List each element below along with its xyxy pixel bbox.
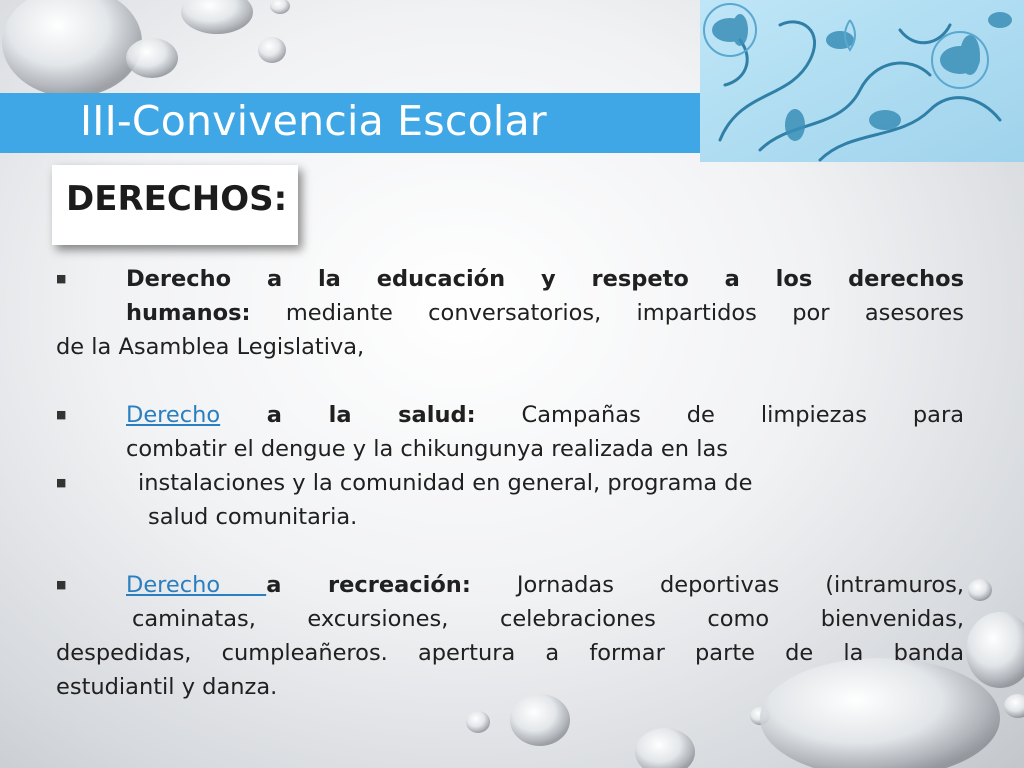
item-2-bold-label: a la salud:: [220, 402, 476, 428]
page-title: III-Convivencia Escolar: [80, 97, 547, 145]
list-item: [56, 398, 964, 466]
square-bullet-icon: ■: [56, 578, 67, 591]
item-1-text: mediante conversatorios, impartidos por asesores: [250, 300, 964, 326]
water-drop: [126, 38, 178, 78]
rights-list: [56, 262, 964, 704]
item-1-bold-label: humanos:: [126, 300, 251, 326]
list-item: [56, 568, 964, 704]
square-bullet-icon: ■: [56, 476, 67, 489]
floral-ornament-image: [700, 0, 1024, 162]
water-drop: [181, 0, 253, 34]
item-4-line-1: [126, 568, 964, 602]
item-2-text: Campañas de limpiezas para: [475, 402, 964, 428]
item-2-line-1: [126, 398, 964, 432]
list-item: [56, 262, 964, 364]
item-1-bold-line: Derecho a la educación y respeto a los derechos: [126, 266, 964, 292]
water-drop: [466, 711, 490, 733]
water-drop: [1004, 694, 1024, 718]
list-item: [56, 466, 964, 534]
item-4-bold-label: a recreación:: [266, 572, 471, 598]
water-drop: [966, 612, 1024, 688]
item-1-line-3: de la Asamblea Legislativa,: [56, 334, 365, 360]
square-bullet-icon: ■: [56, 272, 67, 285]
item-3-line-2: salud comunitaria.: [148, 504, 358, 530]
derecho-link[interactable]: Derecho: [126, 572, 267, 598]
item-4-line-3: despedidas, cumpleañeros. apertura a formar parte de la banda: [56, 640, 964, 666]
water-drop: [635, 728, 695, 768]
item-1-line-2: [126, 296, 964, 330]
item-2-line-2: combatir el dengue y la chikungunya realizada en las: [126, 436, 728, 462]
item-4-text: Jornadas deportivas (intramuros,: [470, 572, 964, 598]
water-drop: [2, 0, 142, 97]
square-bullet-icon: ■: [56, 408, 67, 421]
derecho-link[interactable]: Derecho: [126, 402, 221, 428]
item-3-line-1: instalaciones y la comunidad en general, programa de: [138, 470, 753, 496]
water-drop: [270, 0, 290, 14]
section-heading: DERECHOS:: [66, 179, 288, 219]
item-4-line-4: estudiantil y danza.: [56, 674, 278, 700]
water-drop: [258, 37, 286, 63]
water-drop: [968, 579, 992, 601]
item-4-line-2: caminatas, excursiones, celebraciones como bienvenidas,: [132, 606, 964, 632]
